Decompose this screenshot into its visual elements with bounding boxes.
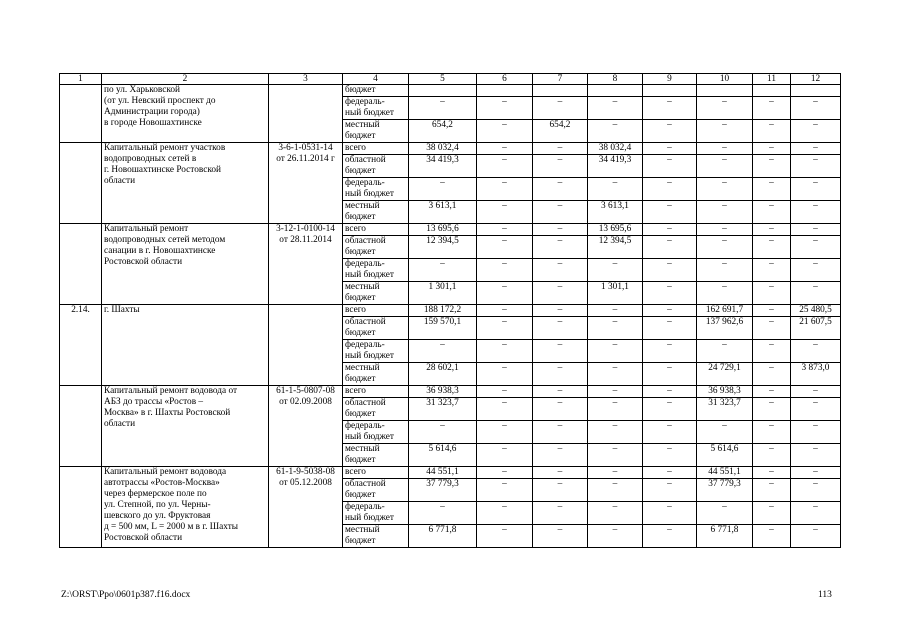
amount-cell: 1 301,1 <box>588 282 643 305</box>
amount-cell: – <box>697 502 753 525</box>
column-number-cell: 5 <box>409 74 477 85</box>
amount-cell: – <box>791 236 841 259</box>
amount-cell: – <box>477 340 533 363</box>
amount-cell <box>477 85 533 97</box>
amount-cell: – <box>643 282 697 305</box>
amount-cell: – <box>588 317 643 340</box>
amount-cell: – <box>588 305 643 317</box>
amount-cell: – <box>791 467 841 479</box>
amount-cell: – <box>588 502 643 525</box>
amount-cell: 25 480,5 <box>791 305 841 317</box>
amount-cell: – <box>753 502 791 525</box>
amount-cell: – <box>697 178 753 201</box>
amount-cell: – <box>643 502 697 525</box>
amount-cell <box>791 85 841 97</box>
column-number-cell: 2 <box>102 74 269 85</box>
amount-cell: – <box>588 525 643 548</box>
amount-cell: – <box>533 317 588 340</box>
amount-cell: 21 607,5 <box>791 317 841 340</box>
funding-source-cell: местный бюджет <box>343 282 409 305</box>
amount-cell: – <box>477 259 533 282</box>
amount-cell: – <box>643 525 697 548</box>
amount-cell: – <box>588 120 643 143</box>
amount-cell: 12 394,5 <box>588 236 643 259</box>
amount-cell: – <box>697 155 753 178</box>
amount-cell: 188 172,2 <box>409 305 477 317</box>
amount-cell: – <box>477 525 533 548</box>
table-body <box>60 74 841 548</box>
table-row <box>60 386 841 398</box>
funding-source-cell: местный бюджет <box>343 525 409 548</box>
funding-source-cell: федераль- ный бюджет <box>343 502 409 525</box>
funding-source-cell: местный бюджет <box>343 120 409 143</box>
amount-cell <box>409 85 477 97</box>
amount-cell: – <box>588 340 643 363</box>
amount-cell: – <box>533 201 588 224</box>
amount-cell: – <box>791 421 841 444</box>
amount-cell: – <box>477 97 533 120</box>
amount-cell: – <box>697 120 753 143</box>
header-row <box>60 74 841 85</box>
amount-cell: – <box>477 120 533 143</box>
amount-cell: – <box>643 317 697 340</box>
amount-cell: – <box>533 224 588 236</box>
item-number-cell <box>60 85 102 143</box>
amount-cell: – <box>477 143 533 155</box>
item-number-cell <box>60 467 102 548</box>
amount-cell: – <box>533 178 588 201</box>
table-row <box>60 85 841 97</box>
funding-source-cell: местный бюджет <box>343 201 409 224</box>
amount-cell: 3 613,1 <box>409 201 477 224</box>
amount-cell: 159 570,1 <box>409 317 477 340</box>
amount-cell: – <box>697 421 753 444</box>
amount-cell: – <box>791 178 841 201</box>
amount-cell: 31 323,7 <box>409 398 477 421</box>
funding-source-cell: бюджет <box>343 85 409 97</box>
page-number: 113 <box>818 590 832 600</box>
column-number-cell: 10 <box>697 74 753 85</box>
amount-cell: – <box>477 178 533 201</box>
amount-cell: 3 613,1 <box>588 201 643 224</box>
amount-cell: – <box>643 97 697 120</box>
amount-cell: – <box>477 155 533 178</box>
amount-cell: – <box>753 224 791 236</box>
amount-cell: 44 551,1 <box>697 467 753 479</box>
amount-cell: – <box>643 305 697 317</box>
amount-cell: 137 962,6 <box>697 317 753 340</box>
amount-cell <box>753 85 791 97</box>
amount-cell: – <box>753 282 791 305</box>
column-number-cell: 12 <box>791 74 841 85</box>
amount-cell: – <box>477 386 533 398</box>
amount-cell: – <box>753 398 791 421</box>
funding-source-cell: областной бюджет <box>343 317 409 340</box>
amount-cell: – <box>643 155 697 178</box>
amount-cell: – <box>588 259 643 282</box>
amount-cell: 1 301,1 <box>409 282 477 305</box>
amount-cell: – <box>791 398 841 421</box>
amount-cell: – <box>753 143 791 155</box>
amount-cell: – <box>791 282 841 305</box>
amount-cell: – <box>477 224 533 236</box>
funding-source-cell: местный бюджет <box>343 444 409 467</box>
amount-cell: – <box>643 224 697 236</box>
amount-cell: – <box>643 120 697 143</box>
amount-cell: 36 938,3 <box>697 386 753 398</box>
amount-cell: – <box>753 386 791 398</box>
amount-cell: – <box>533 421 588 444</box>
amount-cell: – <box>477 398 533 421</box>
amount-cell: – <box>753 421 791 444</box>
amount-cell: – <box>533 479 588 502</box>
amount-cell: – <box>697 224 753 236</box>
item-number-cell <box>60 143 102 224</box>
object-name-cell: Капитальный ремонт водопроводных сетей методом санации в г. Новошахтинске Ростовской области <box>102 224 269 305</box>
amount-cell: – <box>533 502 588 525</box>
amount-cell: – <box>791 259 841 282</box>
amount-cell: – <box>533 467 588 479</box>
amount-cell: – <box>477 421 533 444</box>
amount-cell: – <box>588 178 643 201</box>
amount-cell: – <box>477 305 533 317</box>
amount-cell: 13 695,6 <box>409 224 477 236</box>
amount-cell: 654,2 <box>409 120 477 143</box>
amount-cell: – <box>533 282 588 305</box>
table-row <box>60 224 841 236</box>
funding-source-cell: всего <box>343 467 409 479</box>
amount-cell: 6 771,8 <box>697 525 753 548</box>
column-number-cell: 7 <box>533 74 588 85</box>
column-number-cell: 11 <box>753 74 791 85</box>
amount-cell: – <box>643 479 697 502</box>
amount-cell: – <box>477 502 533 525</box>
funding-source-cell: местный бюджет <box>343 363 409 386</box>
budget-table <box>59 73 841 548</box>
amount-cell: – <box>588 386 643 398</box>
amount-cell: 38 032,4 <box>409 143 477 155</box>
column-number-cell: 3 <box>269 74 343 85</box>
amount-cell: – <box>643 421 697 444</box>
project-document-cell <box>269 305 343 386</box>
amount-cell: – <box>588 444 643 467</box>
amount-cell: – <box>753 444 791 467</box>
amount-cell <box>588 85 643 97</box>
object-name-cell: Капитальный ремонт водовода от АБЗ до трассы «Ростов – Москва» в г. Шахты Ростовской области <box>102 386 269 467</box>
amount-cell: – <box>643 259 697 282</box>
amount-cell: 13 695,6 <box>588 224 643 236</box>
amount-cell: 5 614,6 <box>697 444 753 467</box>
amount-cell: – <box>409 340 477 363</box>
amount-cell: – <box>643 467 697 479</box>
amount-cell: – <box>643 386 697 398</box>
amount-cell <box>643 85 697 97</box>
funding-source-cell: всего <box>343 386 409 398</box>
amount-cell: – <box>791 340 841 363</box>
project-document-cell: 61-1-5-0807-08 от 02.09.2008 <box>269 386 343 467</box>
amount-cell: – <box>753 201 791 224</box>
object-name-cell: по ул. Харьковской (от ул. Невский проспект до Администрации города) в городе Новошахтинске <box>102 85 269 143</box>
amount-cell: – <box>791 155 841 178</box>
amount-cell: – <box>588 398 643 421</box>
amount-cell: – <box>697 236 753 259</box>
amount-cell: – <box>477 479 533 502</box>
amount-cell: – <box>533 143 588 155</box>
amount-cell: – <box>643 340 697 363</box>
amount-cell: – <box>477 236 533 259</box>
amount-cell: – <box>791 444 841 467</box>
amount-cell: – <box>643 201 697 224</box>
amount-cell: – <box>533 363 588 386</box>
amount-cell: – <box>791 386 841 398</box>
amount-cell: – <box>791 525 841 548</box>
amount-cell: – <box>697 340 753 363</box>
amount-cell: – <box>533 340 588 363</box>
amount-cell: 5 614,6 <box>409 444 477 467</box>
amount-cell: – <box>588 97 643 120</box>
amount-cell: 24 729,1 <box>697 363 753 386</box>
amount-cell: – <box>753 525 791 548</box>
amount-cell: – <box>533 444 588 467</box>
funding-source-cell: областной бюджет <box>343 479 409 502</box>
amount-cell: – <box>791 120 841 143</box>
amount-cell: – <box>533 305 588 317</box>
amount-cell: 38 032,4 <box>588 143 643 155</box>
funding-source-cell: областной бюджет <box>343 398 409 421</box>
amount-cell: 36 938,3 <box>409 386 477 398</box>
amount-cell: – <box>753 363 791 386</box>
amount-cell: 37 779,3 <box>409 479 477 502</box>
amount-cell: 6 771,8 <box>409 525 477 548</box>
amount-cell: – <box>753 120 791 143</box>
amount-cell: 12 394,5 <box>409 236 477 259</box>
amount-cell: 37 779,3 <box>697 479 753 502</box>
amount-cell: – <box>697 259 753 282</box>
object-name-cell: Капитальный ремонт участков водопроводных сетей в г. Новошахтинске Ростовской области <box>102 143 269 224</box>
item-number-cell <box>60 386 102 467</box>
amount-cell: – <box>753 97 791 120</box>
column-number-cell: 9 <box>643 74 697 85</box>
funding-source-cell: федераль- ный бюджет <box>343 421 409 444</box>
object-name-cell: Капитальный ремонт водовода автотрассы «Ростов-Москва» через фермерское поле по ул. Степной, по ул. Черны- шевского до ул. Фруктовая д = 500 мм, L = 2000 м в г. Шахты Ростовской области <box>102 467 269 548</box>
amount-cell: – <box>409 502 477 525</box>
amount-cell: – <box>409 259 477 282</box>
amount-cell: – <box>409 421 477 444</box>
amount-cell <box>697 85 753 97</box>
amount-cell: – <box>753 305 791 317</box>
amount-cell: – <box>477 444 533 467</box>
amount-cell: – <box>753 317 791 340</box>
amount-cell: – <box>588 363 643 386</box>
amount-cell: – <box>588 467 643 479</box>
funding-source-cell: областной бюджет <box>343 236 409 259</box>
amount-cell: – <box>533 398 588 421</box>
amount-cell: – <box>533 259 588 282</box>
amount-cell: – <box>409 97 477 120</box>
funding-source-cell: федераль- ный бюджет <box>343 97 409 120</box>
amount-cell: – <box>588 421 643 444</box>
amount-cell: – <box>409 178 477 201</box>
amount-cell: – <box>791 502 841 525</box>
amount-cell: 34 419,3 <box>588 155 643 178</box>
funding-source-cell: федераль- ный бюджет <box>343 340 409 363</box>
amount-cell: – <box>477 201 533 224</box>
amount-cell: – <box>588 479 643 502</box>
amount-cell: 162 691,7 <box>697 305 753 317</box>
project-document-cell: 3-6-1-0531-14 от 26.11.2014 г <box>269 143 343 224</box>
project-document-cell: 61-1-9-5038-08 от 05.12.2008 <box>269 467 343 548</box>
amount-cell: – <box>753 479 791 502</box>
amount-cell: – <box>753 178 791 201</box>
amount-cell: – <box>791 479 841 502</box>
funding-source-cell: федераль- ный бюджет <box>343 178 409 201</box>
amount-cell: – <box>643 143 697 155</box>
amount-cell: – <box>753 467 791 479</box>
amount-cell: – <box>533 97 588 120</box>
column-number-cell: 4 <box>343 74 409 85</box>
amount-cell: – <box>643 398 697 421</box>
amount-cell: – <box>477 363 533 386</box>
funding-source-cell: всего <box>343 305 409 317</box>
amount-cell: – <box>791 143 841 155</box>
amount-cell: – <box>753 340 791 363</box>
funding-source-cell: всего <box>343 143 409 155</box>
amount-cell: – <box>533 386 588 398</box>
column-number-cell: 8 <box>588 74 643 85</box>
amount-cell <box>533 85 588 97</box>
funding-source-cell: федераль- ный бюджет <box>343 259 409 282</box>
footer-file-path: Z:\ORST\Ppo\0601p387.f16.docx <box>61 590 191 600</box>
amount-cell: – <box>643 178 697 201</box>
column-number-cell: 6 <box>477 74 533 85</box>
amount-cell: – <box>533 155 588 178</box>
amount-cell: – <box>533 525 588 548</box>
funding-source-cell: всего <box>343 224 409 236</box>
amount-cell: – <box>477 317 533 340</box>
amount-cell: – <box>477 282 533 305</box>
project-document-cell: 3-12-1-0100-14 от 28.11.2014 <box>269 224 343 305</box>
column-number-cell: 1 <box>60 74 102 85</box>
amount-cell: 31 323,7 <box>697 398 753 421</box>
amount-cell: 28 602,1 <box>409 363 477 386</box>
amount-cell: 44 551,1 <box>409 467 477 479</box>
amount-cell: – <box>533 236 588 259</box>
funding-source-cell: областной бюджет <box>343 155 409 178</box>
amount-cell: – <box>643 236 697 259</box>
table-row <box>60 143 841 155</box>
amount-cell: – <box>643 444 697 467</box>
amount-cell: – <box>791 224 841 236</box>
amount-cell: – <box>697 201 753 224</box>
amount-cell: – <box>697 282 753 305</box>
item-number-cell: 2.14. <box>60 305 102 386</box>
item-number-cell <box>60 224 102 305</box>
table-row <box>60 467 841 479</box>
project-document-cell <box>269 85 343 143</box>
amount-cell: – <box>477 467 533 479</box>
amount-cell: – <box>791 97 841 120</box>
amount-cell: – <box>753 236 791 259</box>
object-name-cell: г. Шахты <box>102 305 269 386</box>
amount-cell: – <box>697 97 753 120</box>
amount-cell: – <box>753 259 791 282</box>
amount-cell: – <box>791 201 841 224</box>
amount-cell: 34 419,3 <box>409 155 477 178</box>
amount-cell: – <box>753 155 791 178</box>
amount-cell: 3 873,0 <box>791 363 841 386</box>
amount-cell: – <box>643 363 697 386</box>
amount-cell: 654,2 <box>533 120 588 143</box>
amount-cell: – <box>697 143 753 155</box>
table-row <box>60 305 841 317</box>
